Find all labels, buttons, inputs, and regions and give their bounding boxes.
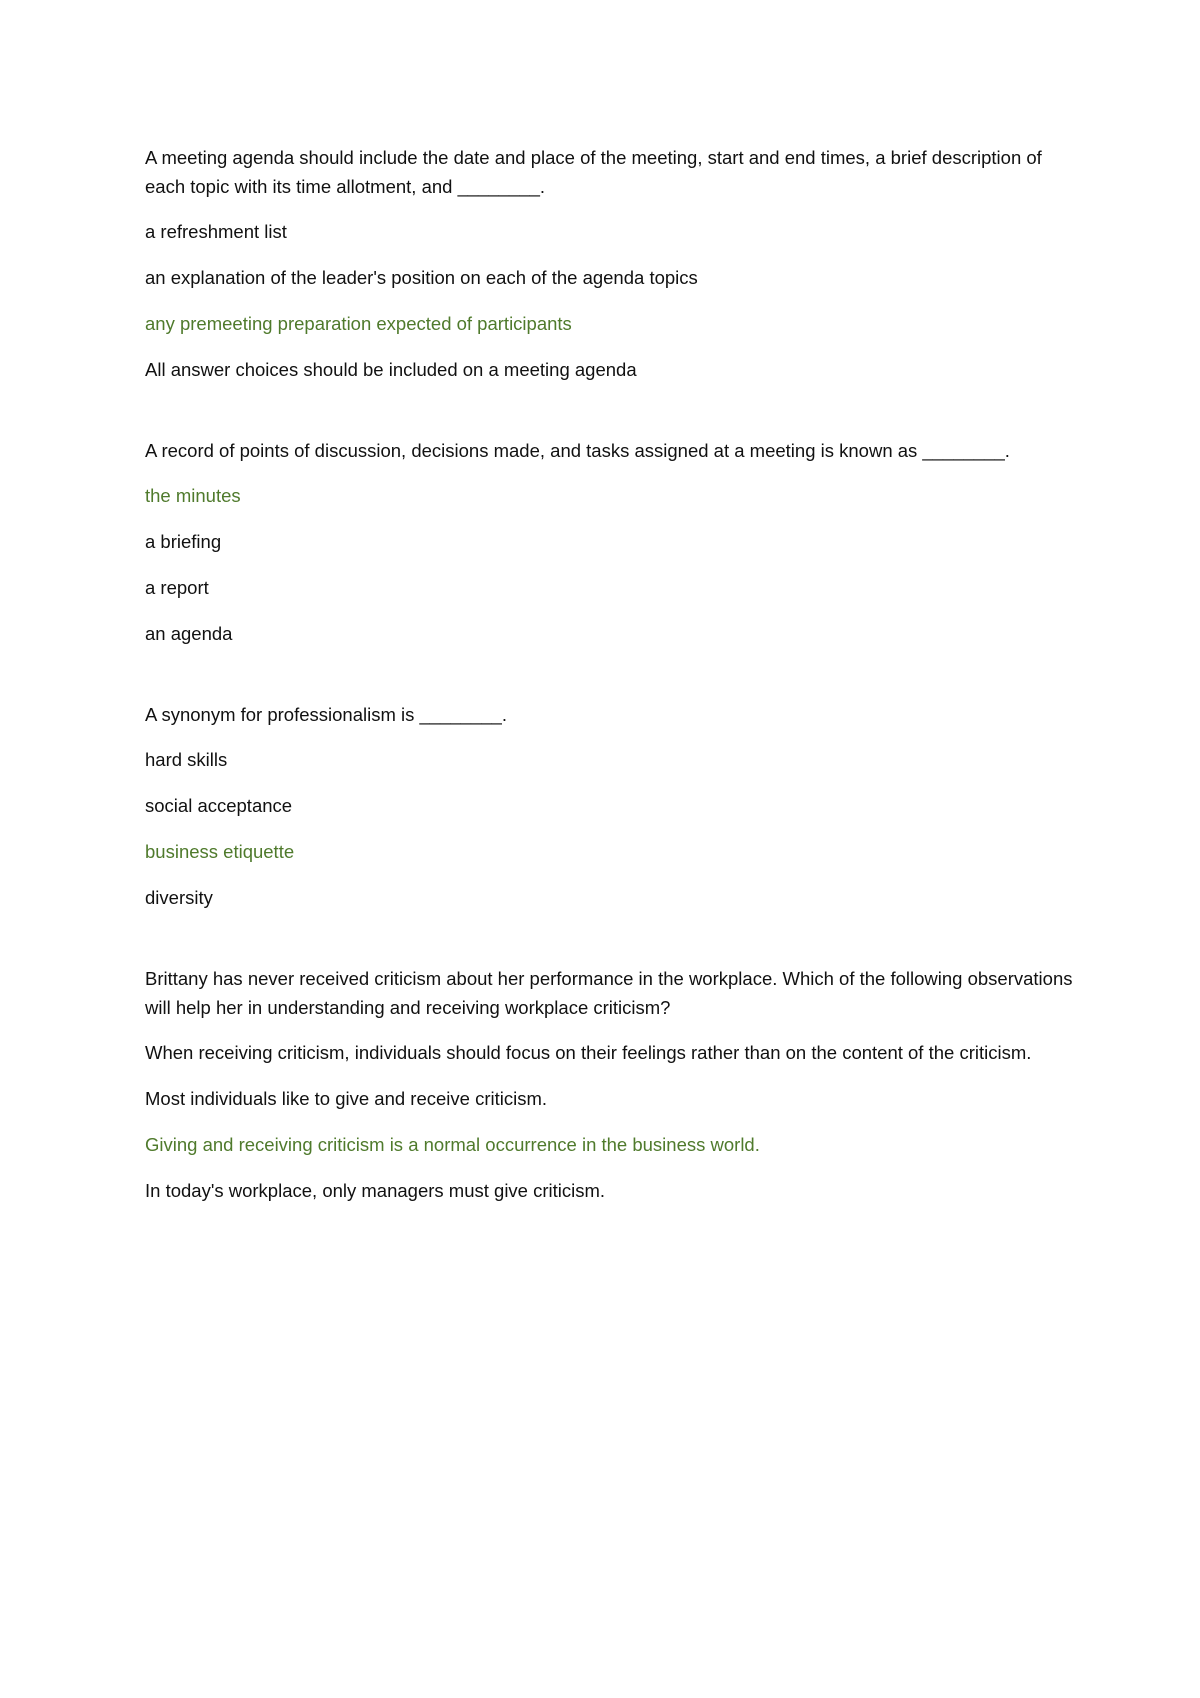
document-content: [145, 143, 1075, 1222]
answer-option: hard skills: [145, 749, 228, 770]
answer-option: All answer choices should be included on a meeting agenda: [145, 359, 637, 380]
answer-option: Most individuals like to give and receive criticism.: [145, 1088, 548, 1109]
answer-option: When receiving criticism, individuals should focus on their feelings rather than on the content of the criticism.: [145, 1042, 1032, 1063]
question-text: A synonym for professionalism is ________.: [145, 704, 507, 725]
question-block-1: [145, 143, 1075, 384]
answer-option: a briefing: [145, 531, 222, 552]
answer-option: social acceptance: [145, 795, 293, 816]
question-block-4: [145, 964, 1075, 1205]
question-block-3: [145, 700, 1075, 912]
answer-option: an explanation of the leader's position on each of the agenda topics: [145, 267, 698, 288]
answer-option: an agenda: [145, 623, 233, 644]
question-text: Brittany has never received criticism about her performance in the workplace. Which of the following observations will help her in understanding and receiving workplace criticism?: [145, 968, 1073, 1018]
answer-option-correct: Giving and receiving criticism is a normal occurrence in the business world.: [145, 1134, 760, 1155]
answer-option-correct: the minutes: [145, 485, 241, 506]
answer-option: a report: [145, 577, 209, 598]
question-text: A record of points of discussion, decisions made, and tasks assigned at a meeting is known as ________.: [145, 440, 1010, 461]
answer-option: diversity: [145, 887, 213, 908]
answer-option-correct: any premeeting preparation expected of participants: [145, 313, 572, 334]
answer-option: a refreshment list: [145, 221, 287, 242]
question-block-2: [145, 436, 1075, 648]
question-text: A meeting agenda should include the date and place of the meeting, start and end times, a brief description of each topic with its time allotment, and ________.: [145, 147, 1042, 197]
answer-option: In today's workplace, only managers must give criticism.: [145, 1180, 606, 1201]
answer-option-correct: business etiquette: [145, 841, 295, 862]
